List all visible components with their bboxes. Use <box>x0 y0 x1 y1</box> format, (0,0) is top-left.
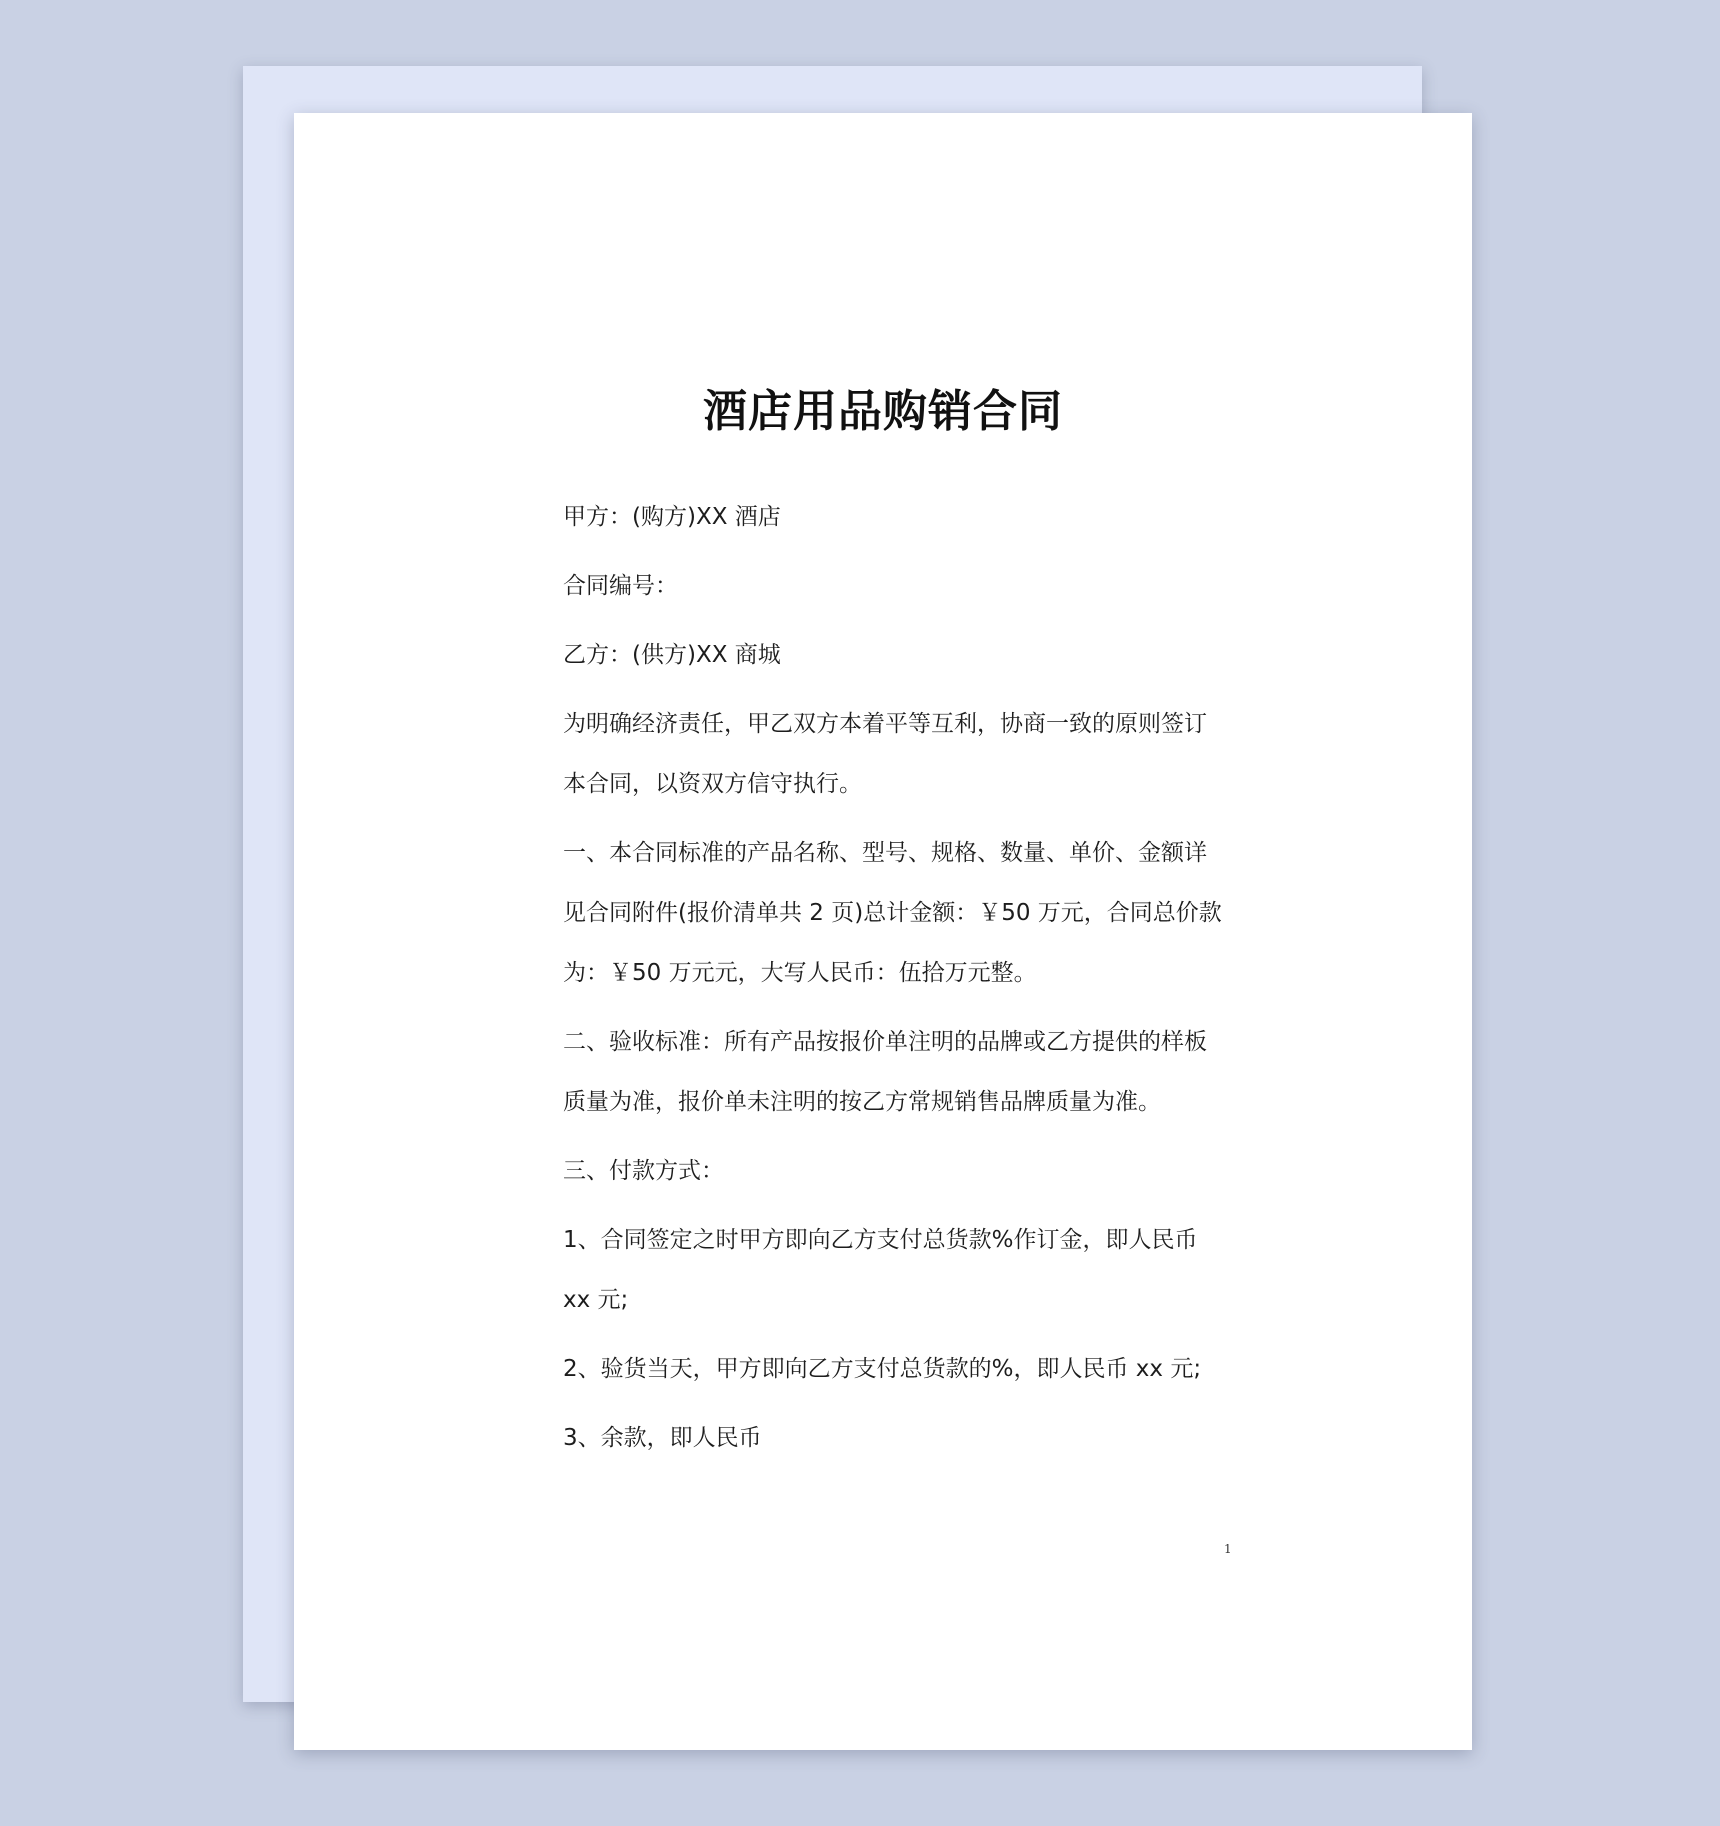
payment-item-2: 2、验货当天，甲方即向乙方支付总货款的%，即人民币 xx 元; <box>563 1356 1202 1382</box>
contract-number-line: 合同编号： <box>563 573 678 599</box>
clause-2-line-1: 二、验收标准：所有产品按报价单注明的品牌或乙方提供的样板 <box>563 1029 1207 1055</box>
clause-1-line-1: 一、本合同标准的产品名称、型号、规格、数量、单价、金额详 <box>563 840 1207 866</box>
document-page <box>294 113 1472 1750</box>
payment-item-3: 3、余款，即人民币 <box>563 1425 762 1451</box>
clause-2-line-2: 质量为准，报价单未注明的按乙方常规销售品牌质量为准。 <box>563 1089 1161 1115</box>
clause-1-line-3: 为：￥50 万元元，大写人民币：伍拾万元整。 <box>563 960 1037 986</box>
payment-item-1-line-1: 1、合同签定之时甲方即向乙方支付总货款%作订金，即人民币 <box>563 1227 1198 1253</box>
party-b-line: 乙方：(供方)XX 商城 <box>563 642 781 668</box>
document-title: 酒店用品购销合同 <box>703 386 1063 437</box>
payment-item-1-line-2: xx 元; <box>563 1287 629 1313</box>
clause-3-heading: 三、付款方式： <box>563 1158 724 1184</box>
preamble-line-2: 本合同，以资双方信守执行。 <box>563 771 862 797</box>
preamble-line-1: 为明确经济责任，甲乙双方本着平等互利，协商一致的原则签订 <box>563 711 1207 737</box>
page-number: 1 <box>1224 1542 1232 1556</box>
clause-1-line-2: 见合同附件(报价清单共 2 页)总计金额：￥50 万元，合同总价款 <box>563 900 1222 926</box>
party-a-line: 甲方：(购方)XX 酒店 <box>563 504 781 530</box>
